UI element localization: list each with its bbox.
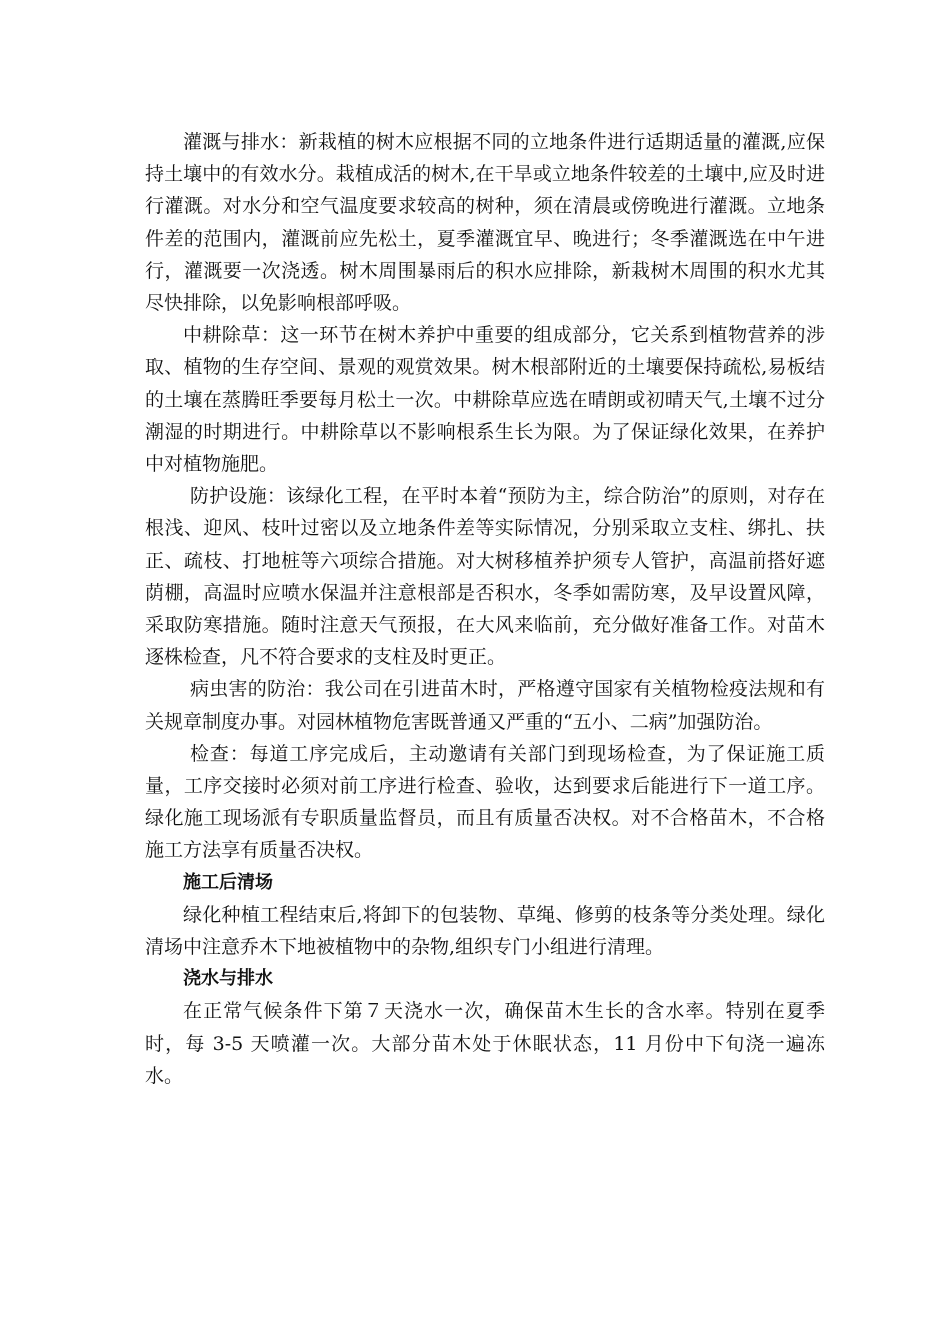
document-body bbox=[145, 126, 825, 1092]
paragraph-cleanup: 绿化种植工程结束后,将卸下的包装物、草绳、修剪的枝条等分类处理。绿化清场中注意乔木下地被植物中的杂物,组织专门小组进行清理。 bbox=[145, 903, 825, 959]
paragraph-irrigation-drainage: 灌溉与排水：新栽植的树木应根据不同的立地条件进行适期适量的灌溉,应保持土壤中的有效水分。栽植成活的树木,在干旱或立地条件较差的土壤中,应及时进行灌溉。对水分和空气温度要求较高的树种，须在清晨或傍晚进行灌溉。立地条件差的范围内，灌溉前应先松土，夏季灌溉宜早、晚进行；冬季灌溉选在中午进行，灌溉要一次浇透。树木周围暴雨后的积水应排除，新栽树木周围的积水尤其尽快排除，以免影响根部呼吸。 bbox=[145, 131, 825, 315]
paragraph-watering: 在正常气候条件下第７天浇水一次，确保苗木生长的含水率。特别在夏季时，每 3-5 天喷灌一次。大部分苗木处于休眠状态，11 月份中下旬浇一遍冻水。 bbox=[145, 1000, 825, 1087]
heading-post-construction-cleanup: 施工后清场 bbox=[183, 871, 273, 893]
heading-watering-drainage: 浇水与排水 bbox=[183, 968, 273, 990]
paragraph-protective-measures: 防护设施：该绿化工程，在平时本着“预防为主，综合防治”的原则，对存在根浅、迎风、枝叶过密以及立地条件差等实际情况，分别采取立支柱、绑扎、扶正、疏枝、打地桩等六项综合措施。对大树移植养护须专人管护，高温前搭好遮荫棚，高温时应喷水保温并注意根部是否积水，冬季如需防寒，及早设置风障，采取防寒措施。随时注意天气预报，在大风来临前，充分做好准备工作。对苗木逐株检查，凡不符合要求的支柱及时更正。 bbox=[145, 485, 825, 669]
paragraph-cultivation-weeding: 中耕除草：这一环节在树木养护中重要的组成部分，它关系到植物营养的涉取、植物的生存空间、景观的观赏效果。树木根部附近的土壤要保持疏松,易板结的土壤在蒸腾旺季要每月松土一次。中耕除草应选在晴朗或初晴天气,土壤不过分潮湿的时期进行。中耕除草以不影响根系生长为限。为了保证绿化效果，在养护中对植物施肥。 bbox=[145, 324, 825, 476]
paragraph-pest-control: 病虫害的防治：我公司在引进苗木时，严格遵守国家有关植物检疫法规和有关规章制度办事。对园林植物危害既普通又严重的“五小、二病”加强防治。 bbox=[145, 678, 825, 733]
paragraph-inspection: 检查：每道工序完成后，主动邀请有关部门到现场检查，为了保证施工质量，工序交接时必须对前工序进行检查、验收，达到要求后能进行下一道工序。绿化施工现场派有专职质量监督员，而且有质量否决权。对不合格苗木，不合格施工方法享有质量否决权。 bbox=[145, 742, 825, 862]
